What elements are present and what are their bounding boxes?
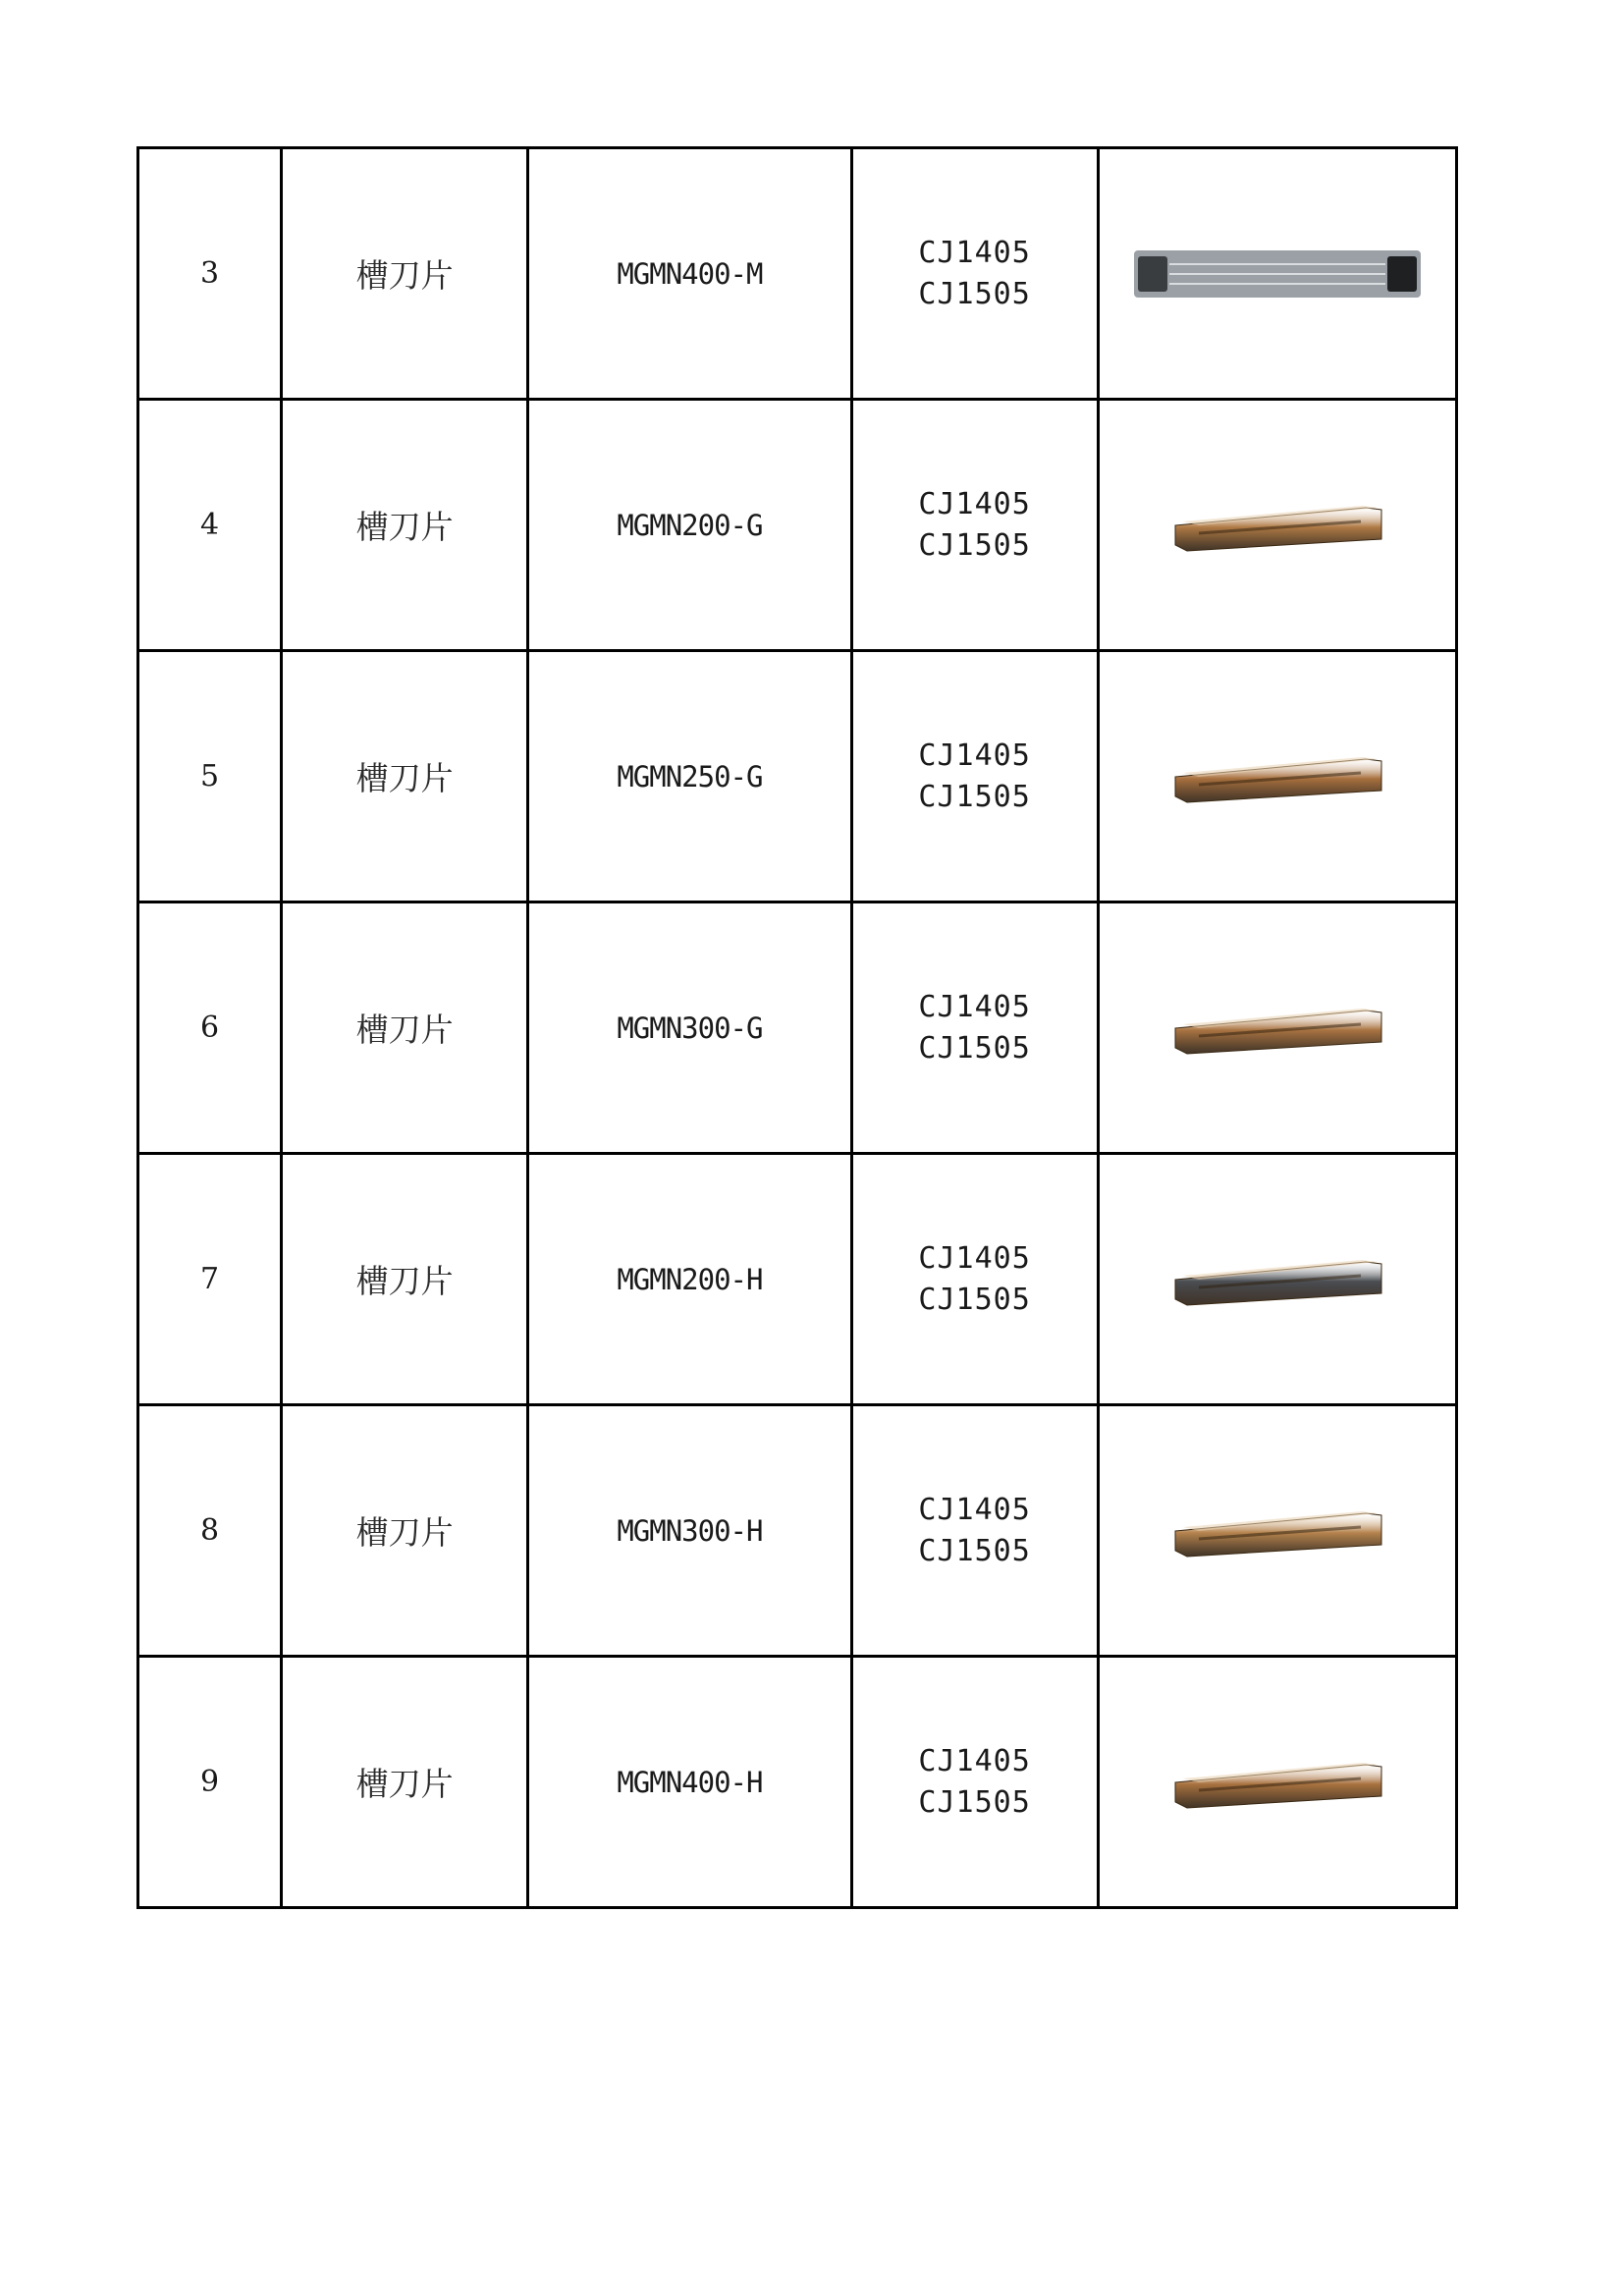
row-number-cell: 9: [138, 1657, 282, 1908]
insert-bronze-icon: [1169, 496, 1385, 555]
row-number-cell: 8: [138, 1405, 282, 1657]
model-number-cell: MGMN400-H: [528, 1657, 851, 1908]
product-image-cell: [1098, 148, 1456, 400]
grade-cell: [851, 902, 1098, 1154]
grade-code: CJ1505: [918, 527, 1031, 563]
grade-cell: [851, 400, 1098, 651]
grade-code: CJ1405: [918, 235, 1031, 270]
grade-code: CJ1505: [918, 276, 1031, 311]
insert-silver-icon: [1130, 245, 1425, 303]
product-name-cell: 槽刀片: [282, 902, 528, 1154]
row-number-cell: 3: [138, 148, 282, 400]
product-image-cell: [1098, 400, 1456, 651]
grade-cell: [851, 651, 1098, 902]
product-image-cell: [1098, 902, 1456, 1154]
model-number-cell: MGMN200-G: [528, 400, 851, 651]
grade-code: CJ1405: [918, 1743, 1031, 1778]
grade-cell: [851, 148, 1098, 400]
grade-code: CJ1505: [918, 1784, 1031, 1820]
model-number-cell: MGMN300-H: [528, 1405, 851, 1657]
product-name-cell: 槽刀片: [282, 651, 528, 902]
table-row: [138, 400, 1457, 651]
grade-code: CJ1505: [918, 1533, 1031, 1568]
grade-code: CJ1405: [918, 1240, 1031, 1276]
model-number-cell: MGMN200-H: [528, 1154, 851, 1405]
grade-code: CJ1505: [918, 1030, 1031, 1066]
grade-code: CJ1505: [918, 779, 1031, 814]
parts-table-body: [138, 148, 1457, 1908]
product-name-cell: 槽刀片: [282, 1154, 528, 1405]
product-image-cell: [1098, 1154, 1456, 1405]
grade-cell: [851, 1657, 1098, 1908]
grade-cell: [851, 1154, 1098, 1405]
grade-code: CJ1505: [918, 1282, 1031, 1317]
product-name-cell: 槽刀片: [282, 1657, 528, 1908]
table-row: [138, 902, 1457, 1154]
table-row: [138, 1154, 1457, 1405]
insert-dark-icon: [1169, 1250, 1385, 1309]
row-number-cell: 4: [138, 400, 282, 651]
parts-table: [136, 146, 1458, 1909]
grade-code: CJ1405: [918, 1492, 1031, 1527]
model-number-cell: MGMN300-G: [528, 902, 851, 1154]
table-row: [138, 148, 1457, 400]
grade-code: CJ1405: [918, 989, 1031, 1024]
table-row: [138, 1405, 1457, 1657]
product-name-cell: 槽刀片: [282, 148, 528, 400]
row-number-cell: 7: [138, 1154, 282, 1405]
product-image-cell: [1098, 651, 1456, 902]
model-number-cell: MGMN400-M: [528, 148, 851, 400]
insert-bronze-icon: [1169, 1502, 1385, 1560]
product-name-cell: 槽刀片: [282, 1405, 528, 1657]
table-row: [138, 651, 1457, 902]
model-number-cell: MGMN250-G: [528, 651, 851, 902]
grade-code: CJ1405: [918, 738, 1031, 773]
row-number-cell: 5: [138, 651, 282, 902]
product-name-cell: 槽刀片: [282, 400, 528, 651]
product-image-cell: [1098, 1405, 1456, 1657]
insert-bronze-icon: [1169, 1753, 1385, 1812]
row-number-cell: 6: [138, 902, 282, 1154]
grade-code: CJ1405: [918, 486, 1031, 521]
product-image-cell: [1098, 1657, 1456, 1908]
table-row: [138, 1657, 1457, 1908]
insert-bronze-icon: [1169, 747, 1385, 806]
grade-cell: [851, 1405, 1098, 1657]
insert-bronze-icon: [1169, 999, 1385, 1058]
